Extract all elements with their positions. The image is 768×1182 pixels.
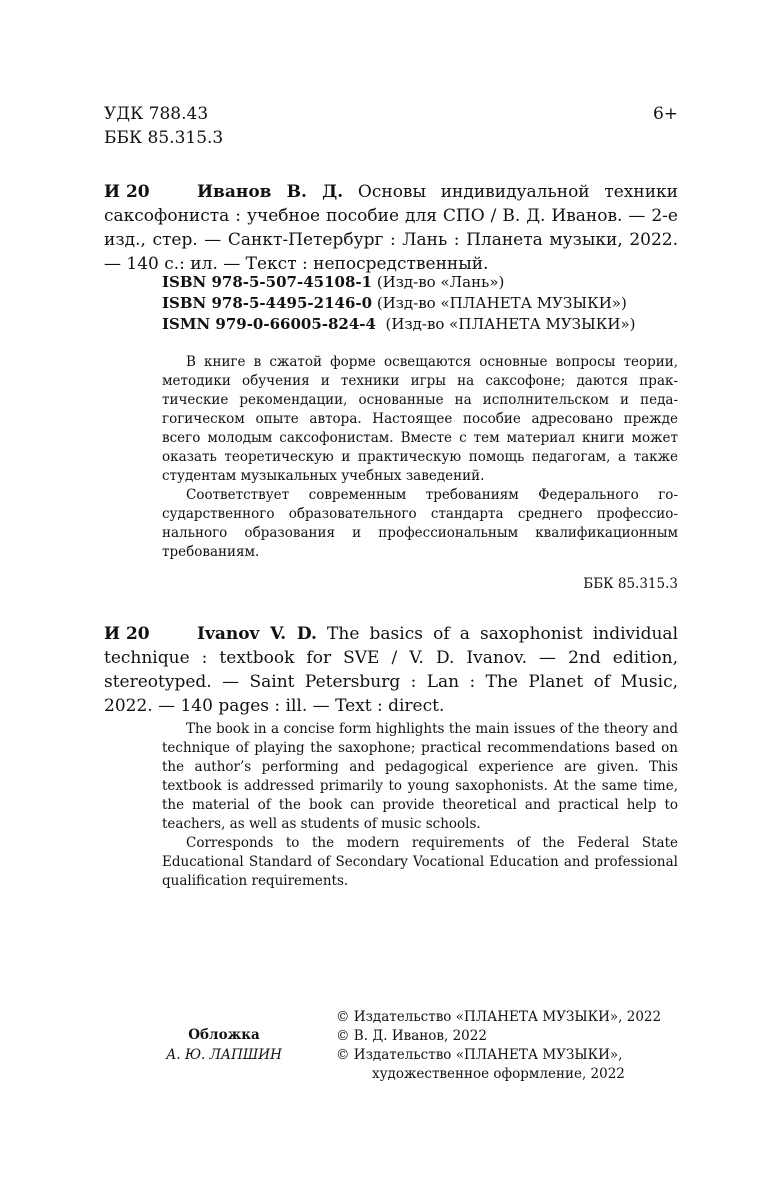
- en-abstract: [162, 720, 678, 891]
- isbn-number: ISBN 978-5-4495-2146-0: [162, 294, 373, 312]
- isbn-block: [162, 272, 636, 335]
- copyright-line: © Издательство «ПЛАНЕТА МУЗЫКИ»,: [336, 1047, 623, 1063]
- isbn-publisher: (Изд-во «ПЛАНЕТА МУЗЫКИ»): [372, 294, 627, 312]
- en-entry-text: The basics of a saxophonist individual technique : textbook for SVE / V. D. Ivanov. — 2nd edition, stereotyped. — Saint Petersburg : Lan : The Planet of Music, 2022. — 140 pages : ill. — Text : direct.: [104, 624, 678, 716]
- age-rating: 6+: [652, 104, 678, 124]
- ru-abstract-paragraph: В книге в сжатой форме освещаются основные вопросы теории, методики обучения и техники игры на саксофоне; даются практические рекомендации, основанные на исполнительском и педагогическом опыте автора. Настоящее пособие адресовано прежде всего молодым саксофонистам. Вместе с тем материал книги может оказать теоретическую и практическую помощь педагогам, а также студентам музыкальных учебных заведений.: [162, 354, 678, 484]
- copyright-line: художественное оформление, 2022: [372, 1066, 625, 1082]
- copyright-line: © В. Д. Иванов, 2022: [336, 1028, 487, 1044]
- isbn-line: [162, 272, 636, 293]
- ru-bibliographic-entry: [104, 180, 678, 276]
- cover-designer: А. Ю. ЛАПШИН: [166, 1047, 282, 1063]
- classification-block: [104, 102, 223, 150]
- en-author-name: Ivanov V. D.: [197, 624, 317, 644]
- ru-abstract: [162, 353, 678, 562]
- ismn-number: ISMN 979-0-66005-824-4: [162, 315, 376, 333]
- ru-abstract-paragraph: Соответствует современным требованиям Федерального государственного образовательного стандарта среднего профессионального образования и профессиональным квалификационным требованиям.: [162, 487, 678, 560]
- en-author-code: И 20: [104, 624, 150, 644]
- bbk-code: ББК 85.315.3: [104, 128, 224, 148]
- ru-author-code: И 20: [104, 182, 150, 202]
- ru-author-name: Иванов В. Д.: [197, 182, 344, 202]
- ismn-line: [162, 314, 636, 335]
- cover-label: Обложка: [188, 1027, 260, 1043]
- copyright-block: [336, 1008, 678, 1084]
- copyright-line: © Издательство «ПЛАНЕТА МУЗЫКИ», 2022: [336, 1009, 662, 1025]
- ismn-publisher: (Изд-во «ПЛАНЕТА МУЗЫКИ»): [375, 315, 636, 333]
- en-abstract-paragraph: The book in a concise form highlights the main issues of the theory and technique of playing the saxophone; practical recommendations based on the author’s performing and pedagogical experience are given. This textbook is addressed primarily to young saxophonists. At the same time, the material of the book can provide theoretical and practical help to teachers, as well as students of music schools.: [162, 721, 678, 832]
- isbn-line: [162, 293, 636, 314]
- isbn-number: ISBN 978-5-507-45108-1: [162, 273, 373, 291]
- en-bibliographic-entry: [104, 622, 678, 718]
- isbn-publisher: (Изд-во «Лань»): [372, 273, 505, 291]
- ru-entry-text: Основы индивидуальной техники саксофониста : учебное пособие для СПО / В. Д. Иванов. — 2-е изд., стер. — Санкт-Петербург : Лань : Планета музыки, 2022. — 140 с.: ил. — Текст : непосредственный.: [104, 182, 678, 274]
- udk-code: УДК 788.43: [104, 104, 209, 124]
- en-abstract-paragraph: Corresponds to the modern requirements of the Federal State Educational Standard of Secondary Vocational Education and professional qualification requirements.: [162, 835, 678, 889]
- bbk-bottom: ББК 85.315.3: [583, 576, 678, 592]
